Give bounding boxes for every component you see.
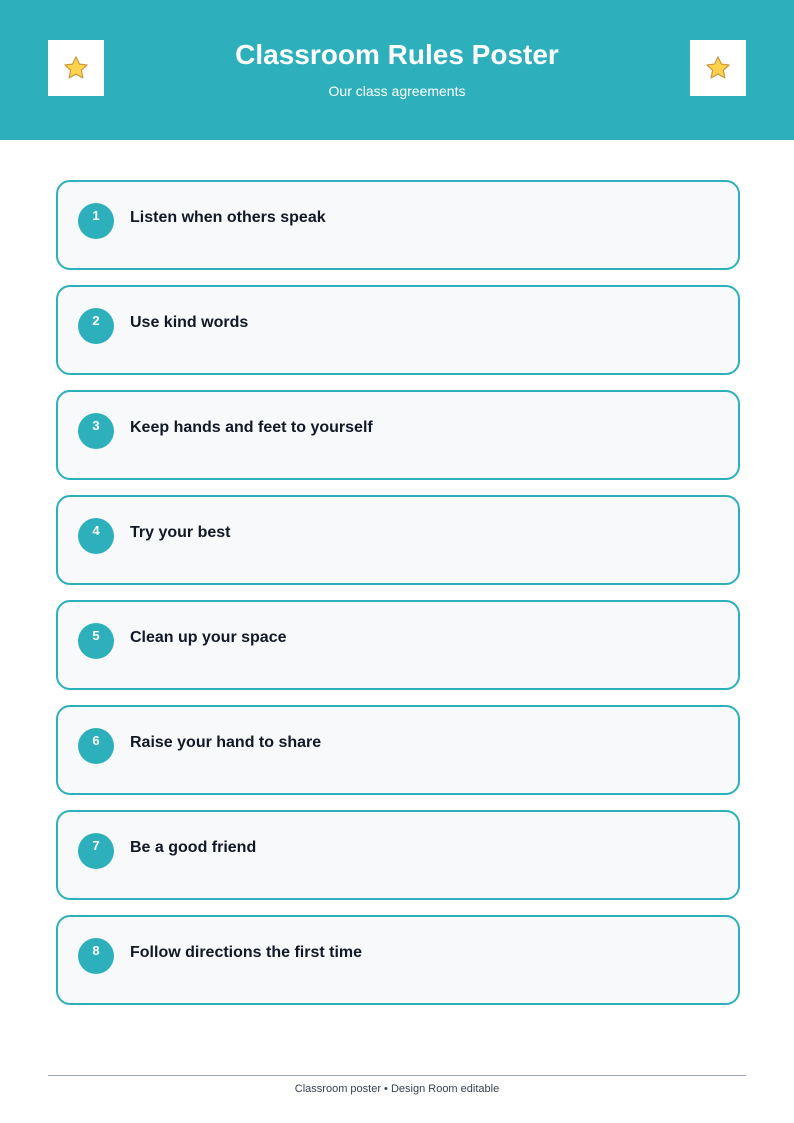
rule-number-badge: 8 <box>78 938 114 974</box>
rule-card <box>56 180 740 270</box>
rule-text: Use kind words <box>130 314 249 331</box>
rule-text: Listen when others speak <box>130 209 326 226</box>
rule-card <box>56 810 740 900</box>
rules-list <box>56 180 740 1020</box>
poster-header <box>0 0 794 140</box>
rule-card <box>56 285 740 375</box>
rule-number-badge: 2 <box>78 308 114 344</box>
rule-card <box>56 600 740 690</box>
footer-divider <box>48 1075 746 1076</box>
rule-card <box>56 495 740 585</box>
rule-number-badge: 4 <box>78 518 114 554</box>
rule-text: Keep hands and feet to yourself <box>130 419 373 436</box>
rule-number-badge: 6 <box>78 728 114 764</box>
rule-text: Clean up your space <box>130 629 287 646</box>
star-icon <box>704 54 732 82</box>
rule-number-badge: 5 <box>78 623 114 659</box>
rule-card <box>56 390 740 480</box>
rule-card <box>56 705 740 795</box>
rule-number-badge: 3 <box>78 413 114 449</box>
star-badge-right <box>690 40 746 96</box>
rule-text: Be a good friend <box>130 839 257 856</box>
rule-text: Follow directions the first time <box>130 944 363 961</box>
rule-number-badge: 7 <box>78 833 114 869</box>
rule-text: Raise your hand to share <box>130 734 322 751</box>
rule-card <box>56 915 740 1005</box>
poster-subtitle: Our class agreements <box>328 83 466 99</box>
rule-number-badge: 1 <box>78 203 114 239</box>
footer-text: Classroom poster • Design Room editable <box>294 1083 500 1095</box>
poster-title: Classroom Rules Poster <box>235 39 559 70</box>
rule-text: Try your best <box>130 524 231 541</box>
